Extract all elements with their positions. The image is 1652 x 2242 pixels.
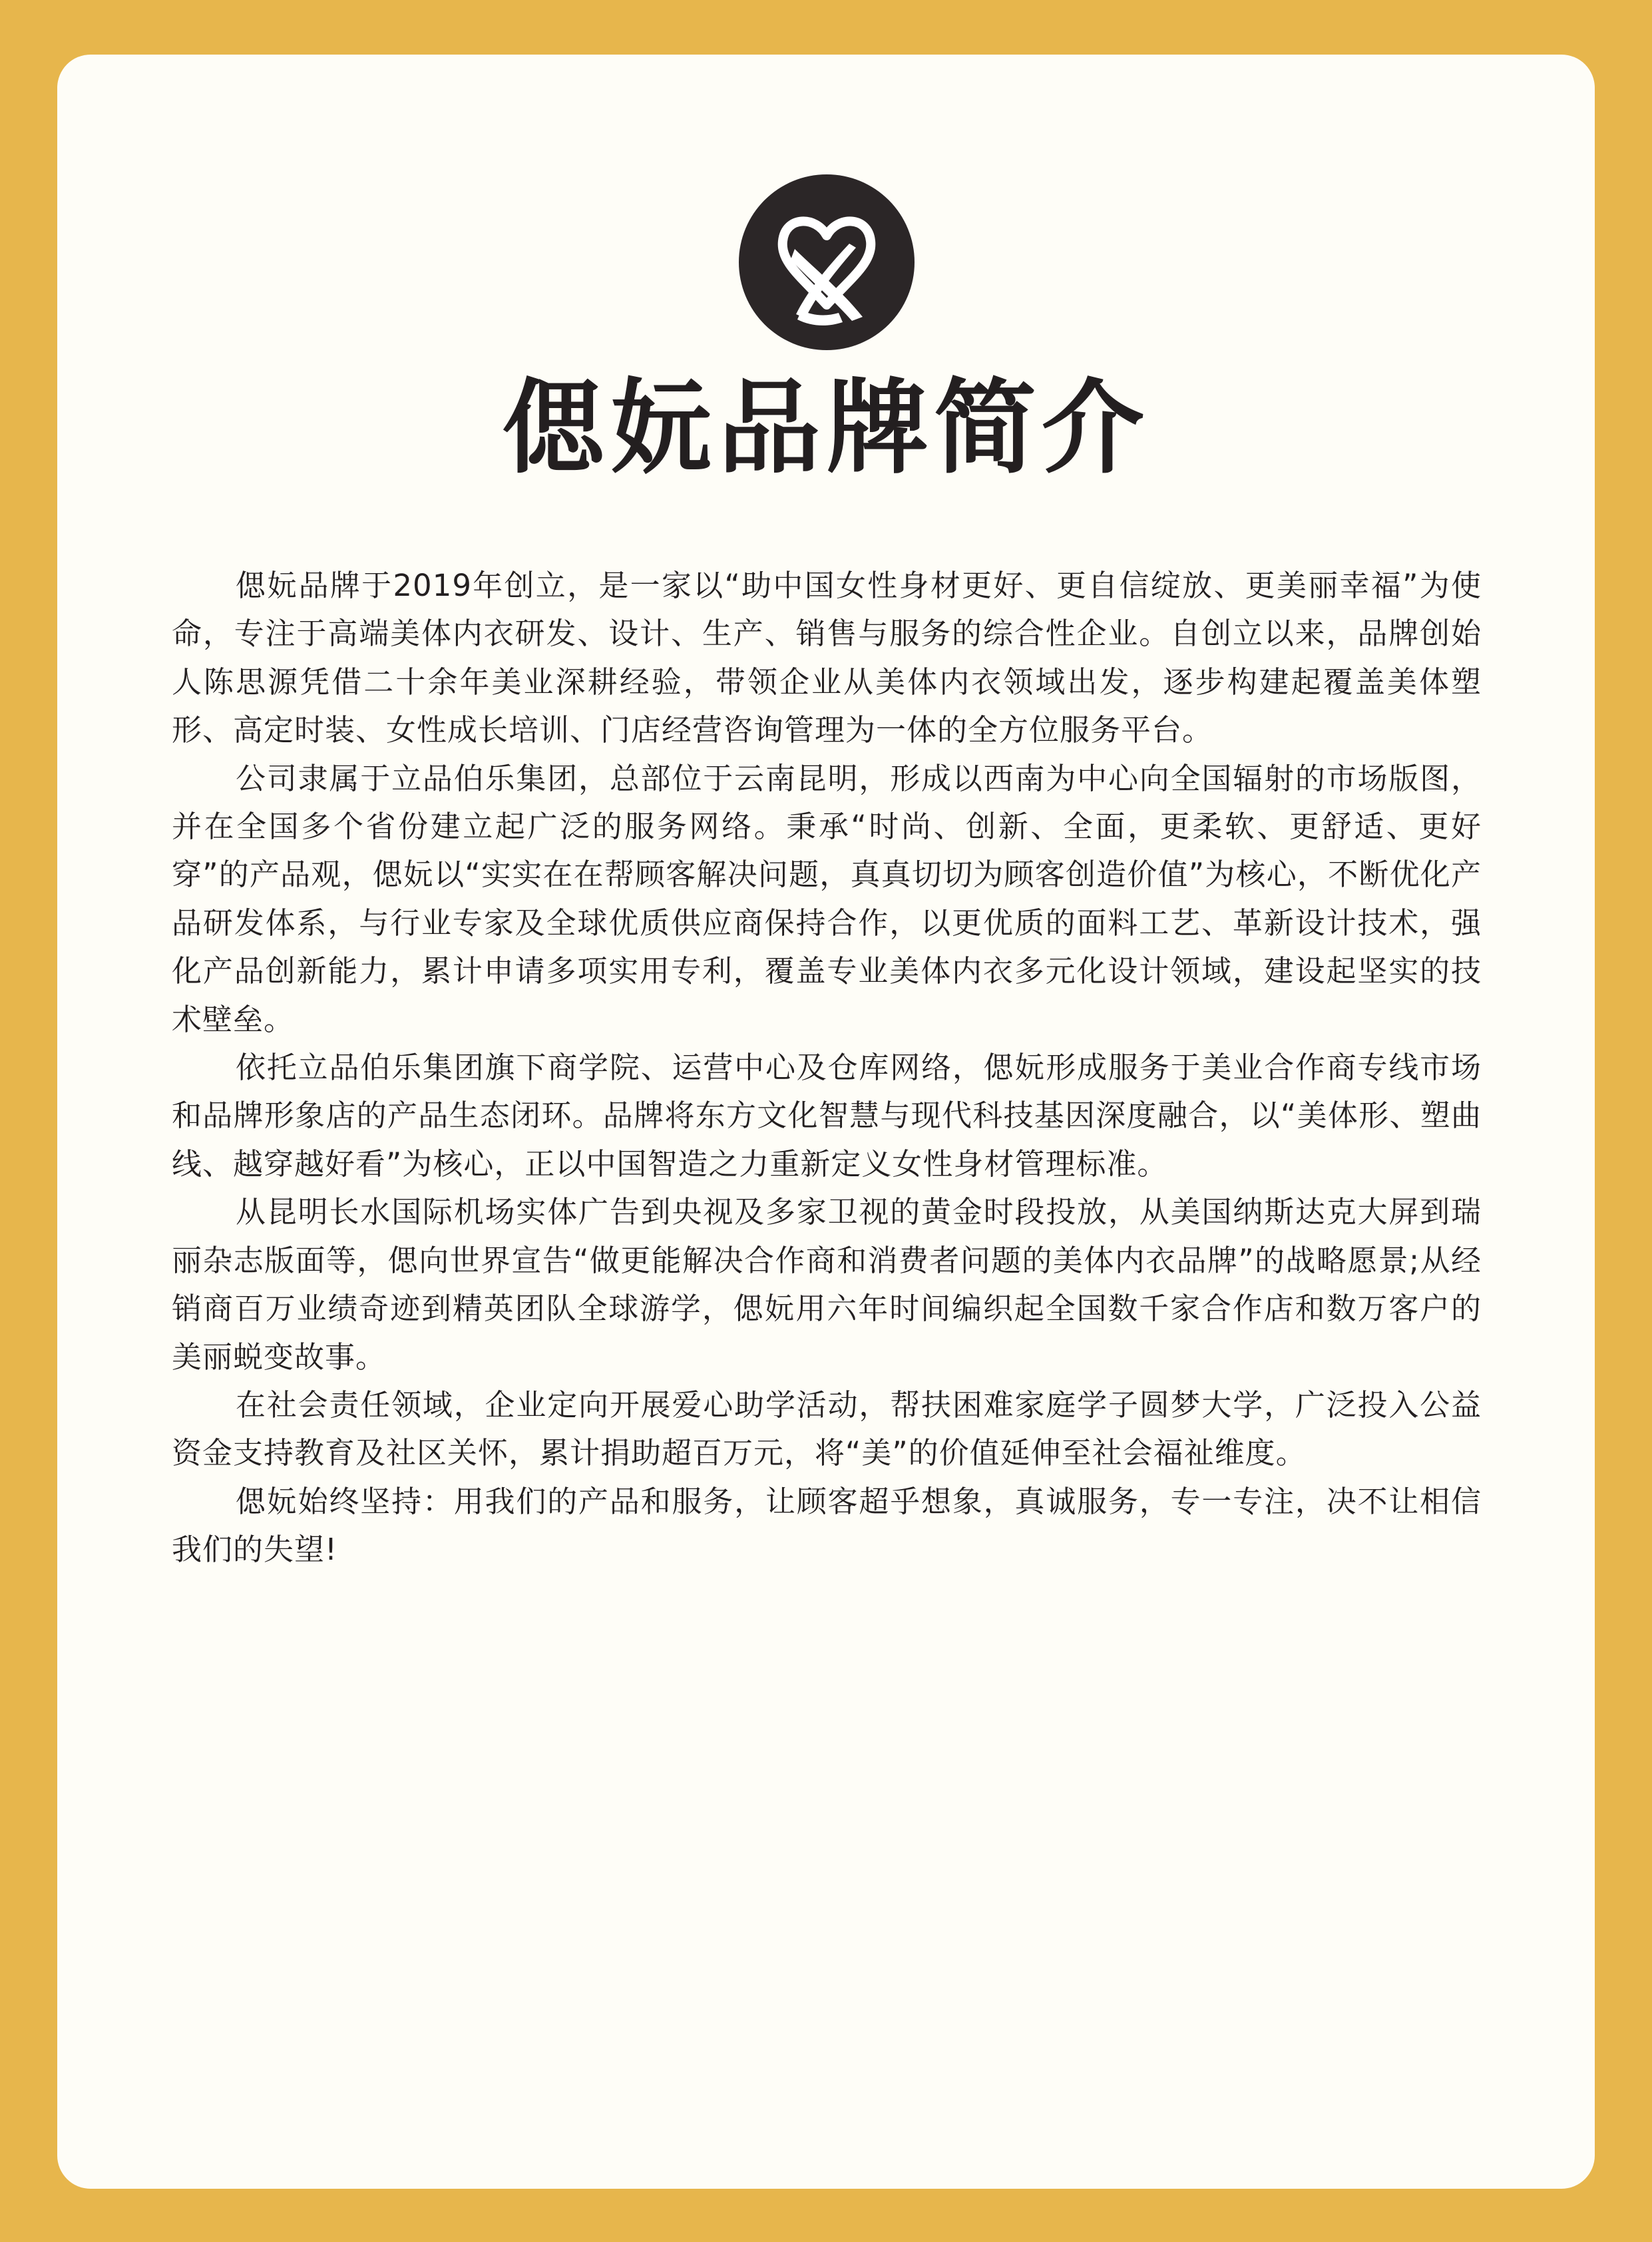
paragraph-founding: 偲妧品牌于2019年创立，是一家以“助中国女性身材更好、更自信绽放、更美丽幸福”为使命，专注于高端美体内衣研发、设计、生产、销售与服务的综合性企业。自创立以来，品牌创始人陈思源凭借二十余年美业深耕经验，带领企业从美体内衣领域出发，逐步构建起覆盖美体塑形、高定时装、女性成长培训、门店经营咨询管理为一体的全方位服务平台。 — [172, 568, 1482, 748]
paragraph-social-responsibility: 在社会责任领域，企业定向开展爱心助学活动，帮扶困难家庭学子圆梦大学，广泛投入公益资金支持教育及社区关怀，累计捐助超百万元，将“美”的价值延伸至社会福祉维度。 — [172, 1387, 1482, 1471]
paragraph-company-products: 公司隶属于立品伯乐集团，总部位于云南昆明，形成以西南为中心向全国辐射的市场版图，并在全国多个省份建立起广泛的服务网络。秉承“时尚、创新、全面，更柔软、更舒适、更好穿”的产品观，偲妧以“实实在在帮顾客解决问题，真真切切为顾客创造价值”为核心，不断优化产品研发体系，与行业专家及全球优质供应商保持合作，以更优质的面料工艺、革新设计技术，强化产品创新能力，累计申请多项实用专利，覆盖专业美体内衣多元化设计领域，建设起坚实的技术壁垒。 — [172, 760, 1482, 1037]
paragraph-ecosystem: 依托立品伯乐集团旗下商学院、运营中心及仓库网络，偲妧形成服务于美业合作商专线市场和品牌形象店的产品生态闭环。品牌将东方文化智慧与现代科技基因深度融合，以“美体形、塑曲线、越穿越好看”为核心，正以中国智造之力重新定义女性身材管理标准。 — [172, 1050, 1482, 1182]
heart-ribbon-logo-icon — [739, 174, 915, 350]
paragraph-marketing: 从昆明长水国际机场实体广告到央视及多家卫视的黄金时段投放，从美国纳斯达克大屏到瑞丽杂志版面等，偲向世界宣告“做更能解决合作商和消费者问题的美体内衣品牌”的战略愿景;从经销商百万业绩奇迹到精英团队全球游学，偲妧用六年时间编织起全国数千家合作店和数万客户的美丽蜕变故事。 — [172, 1194, 1482, 1375]
page-title: 偲妧品牌简介 — [502, 367, 1149, 488]
brand-introduction-text — [172, 562, 1482, 1574]
paragraph-commitment: 偲妧始终坚持：用我们的产品和服务，让顾客超乎想象，真诚服务，专一专注，决不让相信我们的失望! — [172, 1483, 1482, 1568]
brand-logo — [739, 174, 915, 350]
